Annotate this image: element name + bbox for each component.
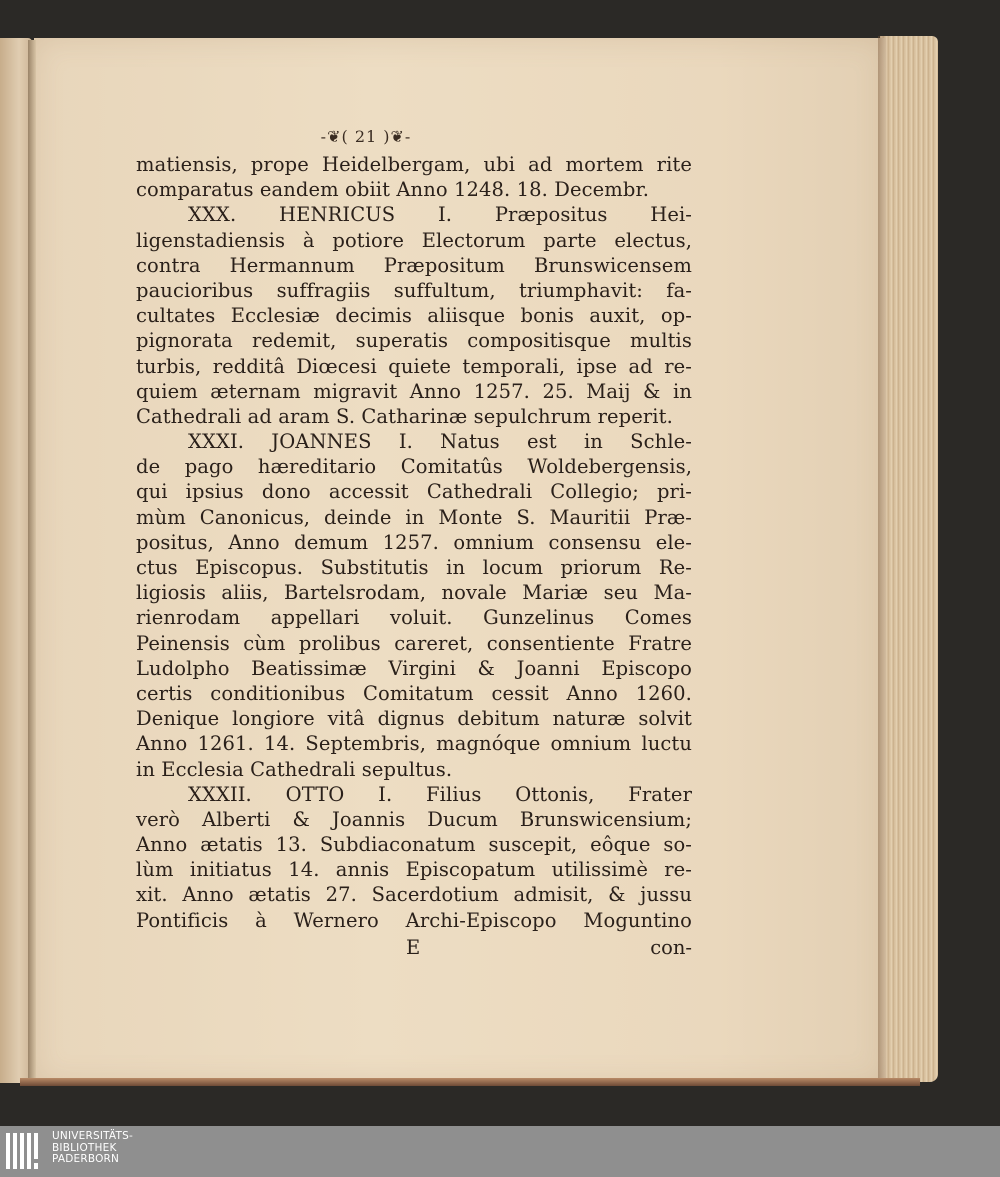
text-line: XXXI. JOANNES I. Natus est in Schle- [188,430,692,454]
text-line: Ludolpho Beatissimæ Virgini & Joanni Episcopo [136,656,692,680]
text-line: xit. Anno ætatis 27. Sacerdotium admisit, & jussu [136,883,692,907]
signature-mark: E [406,935,421,959]
page-foot-row [136,935,692,961]
page-text-block [136,122,692,961]
library-name-line-1: UNIVERSITÄTS- [52,1130,133,1142]
text-line: rienrodam appellari voluit. Gunzelinus Comes [136,606,692,630]
text-line: certis conditionibus Comitatum cessit Anno 1260. [136,681,692,705]
library-name-line-3: PADERBORN [52,1153,120,1165]
fore-edge-shadow [878,36,888,1082]
text-line: Cathedrali ad aram S. Catharinæ sepulchrum reperit. [136,404,673,428]
running-header: -❦( 21 )❦- [320,127,412,146]
text-line: contra Hermannum Præpositum Brunswicensem [136,253,692,277]
text-line: de pago hæreditario Comitatûs Woldebergensis, [136,455,692,479]
text-line: quiem æternam migravit Anno 1257. 25. Maij & in [136,379,692,403]
text-line: XXX. HENRICUS I. Præpositus Hei- [188,203,692,227]
library-name-line-2: BIBLIOTHEK [52,1141,117,1154]
library-footer [0,1126,1000,1177]
text-line: positus, Anno demum 1257. omnium consensu ele- [136,530,692,554]
page-fore-edge [880,36,938,1082]
text-line: Pontificis à Wernero Archi-Episcopo Moguntino [136,908,692,932]
text-line: ligenstadiensis à potiore Electorum parte electus, [136,228,692,252]
text-line: comparatus eandem obiit Anno 1248. 18. Decembr. [136,178,650,202]
text-line: Peinensis cùm prolibus careret, consentiente Fratre [136,631,692,655]
catchword: con- [650,935,692,959]
text-line: paucioribus suffragiis suffultum, triumphavit: fa- [136,278,692,302]
text-line: matiensis, prope Heidelbergam, ubi ad mortem rite [136,153,692,176]
text-line: verò Alberti & Joannis Ducum Brunswicensium; [136,807,692,831]
text-line: cultates Ecclesiæ decimis aliisque bonis auxit, op- [136,304,692,328]
text-lines [136,152,692,933]
library-logo-icon [6,1131,46,1171]
text-line: ctus Episcopus. Substitutis in locum priorum Re- [136,556,692,579]
book-gutter [28,40,36,1080]
text-line: XXXII. OTTO I. Filius Ottonis, Frater [188,782,692,806]
text-line: qui ipsius dono accessit Cathedrali Collegio; pri- [136,480,692,504]
text-line: pignorata redemit, superatis compositisque multis [136,329,692,353]
text-line: Anno ætatis 13. Subdiaconatum suscepit, eôque so- [136,833,692,857]
text-line: lùm initiatus 14. annis Episcopatum utilissimè re- [136,858,692,882]
text-line: ligiosis aliis, Bartelsrodam, novale Mariæ seu Ma- [136,581,692,605]
text-line: in Ecclesia Cathedrali sepultus. [136,757,453,781]
text-line: Denique longiore vitâ dignus debitum naturæ solvit [136,707,692,731]
library-name [52,1131,133,1166]
text-line: Anno 1261. 14. Septembris, magnóque omnium luctu [136,732,692,756]
text-line: mùm Canonicus, deinde in Monte S. Mauritii Præ- [136,505,692,529]
text-line: turbis, redditâ Diœcesi quiete temporali, ipse ad re- [136,354,692,378]
page-bottom-edge [20,1078,920,1086]
